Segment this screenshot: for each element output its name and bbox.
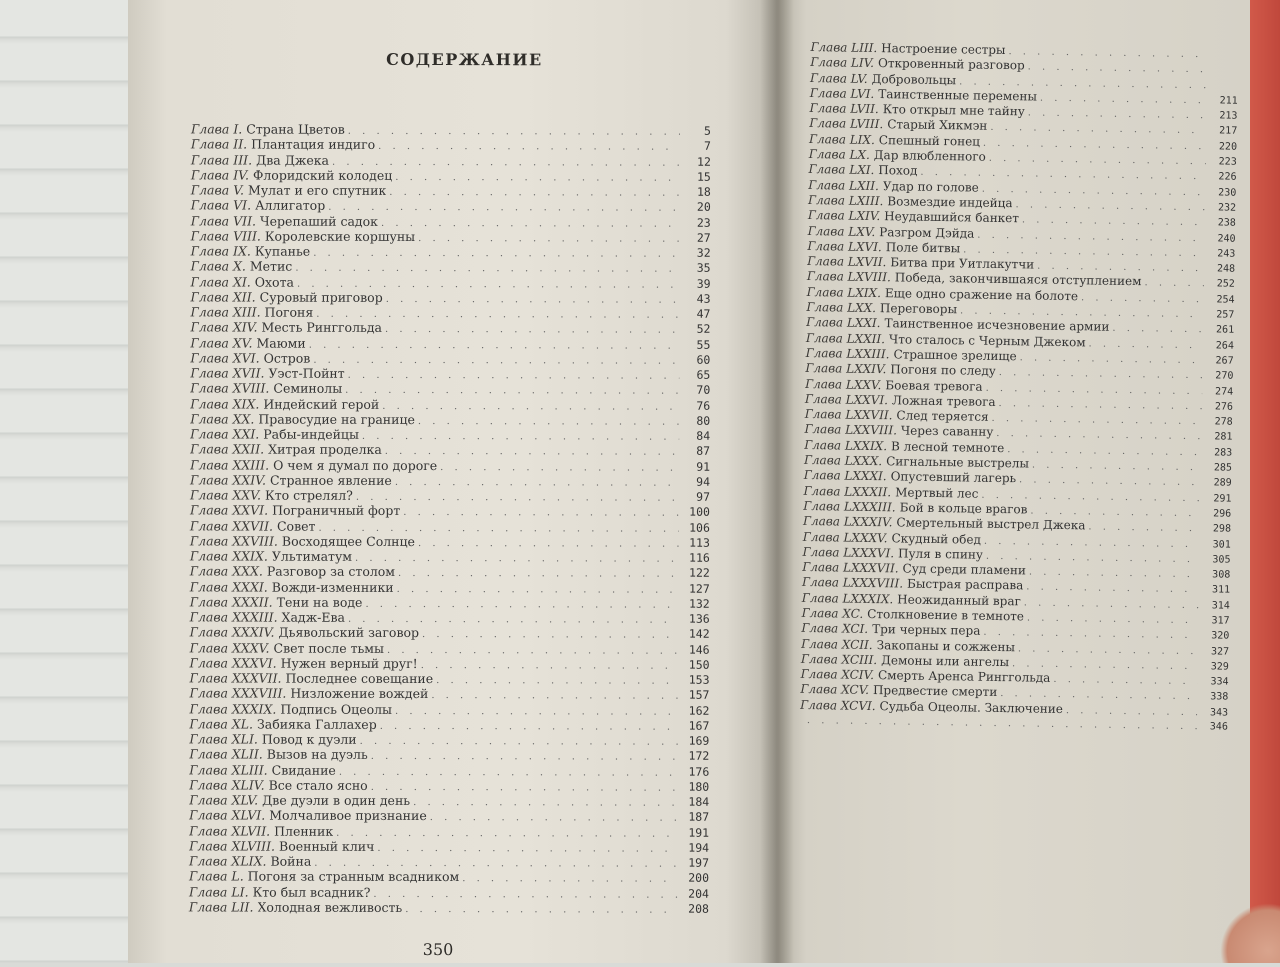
chapter-title: Флоридский колодец	[253, 167, 392, 183]
chapter-number: Глава LIV.	[810, 55, 874, 71]
chapter-number: Глава XCII.	[801, 636, 873, 652]
chapter-title: Переговоры	[880, 301, 957, 318]
chapter-page-number: 298	[1203, 521, 1231, 537]
chapter-number: Глава XCIII.	[801, 652, 877, 668]
chapter-title: Две дуэли в один день	[262, 793, 410, 809]
chapter-title: Индейский герой	[263, 396, 379, 412]
chapter-number: Глава LX.	[809, 147, 870, 163]
chapter-title: Война	[270, 854, 311, 869]
chapter-number: Глава LXXIII.	[806, 346, 890, 363]
chapter-number: Глава LII.	[189, 899, 254, 914]
chapter-number: Глава LXXII.	[806, 331, 885, 348]
chapter-title: Холодная вежливость	[257, 899, 402, 915]
chapter-page-number: 296	[1203, 506, 1231, 522]
chapter-title: Молчаливое признание	[269, 808, 427, 824]
chapter-page-number: 7	[683, 139, 711, 154]
chapter-title: Маюми	[257, 335, 306, 350]
chapter-number: Глава XLI.	[189, 731, 258, 746]
chapter-page-number: 169	[681, 734, 709, 749]
chapter-title: Дьявольский заговор	[278, 625, 419, 641]
chapter-page-number: 197	[681, 856, 709, 871]
dot-leader	[1088, 336, 1203, 353]
chapter-number: Глава XLIII.	[189, 762, 267, 777]
chapter-number: Глава LXV.	[808, 224, 876, 240]
chapter-number: Глава XXI.	[190, 426, 259, 441]
chapter-page-number: 127	[682, 581, 710, 596]
chapter-title: Дар влюбленного	[874, 148, 986, 165]
chapter-page-number: 243	[1207, 246, 1235, 262]
chapter-number: Глава XXXVI.	[190, 655, 277, 670]
chapter-number: Глава XXXII.	[190, 594, 273, 609]
chapter-page-number: 91	[682, 459, 710, 474]
chapter-page-number: 20	[683, 200, 711, 215]
chapter-title: Свидание	[272, 762, 336, 777]
chapter-page-number: 43	[683, 291, 711, 306]
chapter-page-number: 267	[1206, 353, 1234, 369]
chapter-title: Боевая тревога	[885, 378, 983, 395]
chapter-page-number: 226	[1208, 170, 1236, 186]
chapter-title: Метис	[250, 259, 292, 274]
chapter-page-number: 39	[683, 276, 711, 291]
chapter-title: Правосудие на границе	[258, 411, 415, 427]
chapter-title: Разгром Дэйда	[879, 225, 974, 242]
chapter-page-number: 15	[683, 169, 711, 184]
chapter-number: Глава XXXV.	[190, 640, 270, 655]
chapter-title: Спешный гонец	[879, 133, 980, 150]
chapter-title: Два Джека	[256, 152, 329, 167]
chapter-title: Через саванну	[901, 424, 994, 441]
chapter-number: Глава LXXVII.	[805, 407, 893, 424]
chapter-number: Глава XXV.	[190, 487, 261, 502]
dot-leader	[1088, 520, 1200, 537]
chapter-title: Скудный обед	[891, 531, 981, 548]
chapter-page-number: 264	[1206, 338, 1234, 354]
chapter-number: Глава LXXVI.	[805, 392, 888, 409]
chapter-title: Битва при Уитлакутчи	[890, 255, 1034, 273]
chapter-number: Глава LXVI.	[807, 239, 882, 255]
chapter-page-number: 76	[682, 398, 710, 413]
chapter-page-number: 27	[683, 230, 711, 245]
chapter-title: Охота	[255, 274, 294, 289]
chapter-page-number: 116	[682, 551, 710, 566]
chapter-page-number: 261	[1206, 323, 1234, 339]
chapter-number: Глава XLVII.	[189, 823, 270, 838]
chapter-number: Глава LXVII.	[807, 254, 886, 271]
chapter-title: Нужен верный друг!	[281, 655, 418, 671]
chapter-page-number: 343	[1200, 705, 1228, 721]
chapter-page-number: 35	[683, 261, 711, 276]
chapter-title: Свет после тьмы	[273, 640, 383, 656]
chapter-page-number: 176	[681, 764, 709, 779]
chapter-title: Забияка Галлахер	[257, 716, 377, 732]
chapter-number: Глава XXXVIII.	[189, 686, 286, 702]
chapter-title: Месть Ринггольда	[261, 320, 382, 336]
chapter-number: Глава XLIV.	[189, 777, 264, 792]
chapter-number: Глава LXI.	[808, 162, 874, 178]
chapter-page-number: 70	[682, 383, 710, 398]
chapter-page-number: 132	[682, 596, 710, 611]
chapter-title: Старый Хикмэн	[887, 118, 987, 135]
chapter-title: Судьба Оцеолы. Заключение	[879, 699, 1063, 717]
chapter-title: Странное явление	[270, 472, 392, 488]
chapter-title: Предвестие смерти	[873, 684, 997, 701]
chapter-number: Глава XXXIX.	[189, 701, 276, 716]
chapter-page-number: 106	[682, 520, 710, 535]
toc-right-list	[800, 40, 1239, 735]
chapter-page-number: 238	[1208, 216, 1236, 232]
chapter-page-number: 113	[682, 535, 710, 550]
chapter-number: Глава VII.	[191, 213, 256, 228]
chapter-number: Глава XXXIII.	[190, 609, 278, 624]
chapter-number: Глава LVIII.	[809, 116, 883, 132]
chapter-page-number: 87	[682, 444, 710, 459]
chapter-number: Глава III.	[191, 152, 252, 167]
chapter-title: Возмездие индейца	[887, 194, 1012, 211]
chapter-page-number: 291	[1203, 491, 1231, 507]
chapter-title: Совет	[277, 518, 315, 533]
chapter-number: Глава XVIII.	[190, 381, 269, 396]
chapter-page-number: 150	[682, 657, 710, 672]
page-number: 350	[423, 940, 454, 959]
chapter-title: Пограничный форт	[272, 503, 400, 519]
chapter-title: Черепаший садок	[260, 213, 378, 229]
chapter-title: Опустевший лагерь	[891, 470, 1017, 487]
chapter-number: Глава XCVI.	[800, 698, 876, 714]
chapter-number: Глава XXX.	[190, 564, 263, 579]
chapter-page-number: 314	[1202, 598, 1230, 614]
chapter-page-number: 122	[682, 566, 710, 581]
chapter-page-number: 230	[1208, 185, 1236, 201]
chapter-number: Глава XXXVII.	[190, 670, 282, 685]
chapter-number: Глава LXXI.	[806, 315, 881, 331]
chapter-number: Глава XXII.	[190, 442, 264, 457]
chapter-page-number: 12	[683, 154, 711, 169]
chapter-page-number: 276	[1205, 399, 1233, 415]
chapter-title: Сигнальные выстрелы	[886, 454, 1029, 472]
chapter-page-number: 200	[681, 871, 709, 886]
chapter-page-number: 334	[1200, 674, 1228, 690]
chapter-page-number: 187	[681, 810, 709, 825]
chapter-page-number: 146	[682, 642, 710, 657]
chapter-page-number: 317	[1201, 613, 1229, 629]
chapter-title: Пленник	[274, 823, 333, 838]
chapter-page-number: 157	[681, 688, 709, 703]
chapter-number: Глава LIII.	[810, 40, 877, 56]
chapter-page-number: 208	[681, 901, 709, 916]
chapter-page-number: 289	[1204, 476, 1232, 492]
chapter-page-number: 311	[1202, 583, 1230, 599]
chapter-title: Пуля в спину	[898, 546, 983, 563]
chapter-number: Глава LXXXIV.	[803, 514, 893, 531]
chapter-number: Глава XV.	[190, 335, 252, 350]
chapter-title: Тени на воде	[277, 594, 363, 609]
chapter-number: Глава XXIII.	[190, 457, 269, 472]
chapter-title: Низложение вождей	[290, 686, 428, 702]
chapter-page-number: 194	[681, 840, 709, 855]
chapter-number: Глава XLII.	[189, 747, 262, 762]
chapter-number: Глава LXXIX.	[804, 438, 887, 455]
chapter-title: Бой в кольце врагов	[899, 500, 1027, 517]
chapter-page-number: 5	[683, 124, 711, 139]
chapter-title: Неожиданный враг	[897, 592, 1021, 609]
chapter-number: Глава XIII.	[190, 304, 260, 319]
chapter-title: Еще одно сражение на болоте	[885, 286, 1078, 304]
chapter-number: Глава LXIV.	[808, 208, 881, 224]
chapter-title: О чем я думал по дороге	[273, 457, 437, 473]
chapter-title: Военный клич	[279, 838, 374, 853]
chapter-number: Глава XLIX.	[189, 853, 266, 868]
chapter-title: Смерть Аренса Ринггольда	[878, 668, 1051, 686]
chapter-number: Глава VI.	[191, 198, 251, 213]
chapter-title: Удар по голове	[883, 179, 979, 196]
chapter-title: Суровый приговор	[260, 289, 383, 305]
chapter-number: Глава LXIII.	[808, 193, 883, 209]
chapter-title: Добровольцы	[872, 72, 957, 89]
chapter-page-number: 100	[682, 505, 710, 520]
chapter-page-number: 80	[682, 413, 710, 428]
chapter-title: Столкновение в темноте	[867, 607, 1024, 625]
chapter-page-number: 52	[682, 322, 710, 337]
chapter-page-number: 257	[1206, 307, 1234, 323]
chapter-page-number: 305	[1202, 552, 1230, 568]
chapter-number: Глава LXXXVI.	[802, 545, 894, 562]
chapter-page-number: 191	[681, 825, 709, 840]
chapter-number: Глава I.	[191, 121, 242, 136]
chapter-page-number: 329	[1201, 659, 1229, 675]
chapter-number: Глава IV.	[191, 167, 249, 182]
chapter-page-number: 136	[682, 612, 710, 627]
chapter-page-number: 274	[1205, 384, 1233, 400]
chapter-title: Семинолы	[273, 381, 342, 396]
chapter-title: Остров	[264, 350, 311, 365]
chapter-title: След теряется	[896, 409, 988, 426]
chapter-number: Глава XC.	[802, 606, 864, 622]
chapter-title: Ложная тревога	[892, 393, 996, 410]
chapter-number: Глава XXVI.	[190, 503, 268, 518]
chapter-page-number: 84	[682, 429, 710, 444]
chapter-page-number: 327	[1201, 644, 1229, 660]
chapter-number: Глава LVI.	[810, 86, 875, 102]
chapter-number: Глава X.	[191, 259, 246, 274]
chapter-title: Кто открыл мне тайну	[883, 102, 1025, 120]
chapter-number: Глава LXIX.	[807, 285, 882, 301]
chapter-page-number: 162	[681, 703, 709, 718]
finger	[1220, 903, 1280, 963]
chapter-page-number: 184	[681, 795, 709, 810]
chapter-page-number: 283	[1204, 445, 1232, 461]
chapter-number: Глава XX.	[190, 411, 254, 426]
chapter-title: Рабы-индейцы	[263, 427, 359, 443]
chapter-number: Глава XCV.	[800, 682, 869, 698]
dot-leader	[1112, 321, 1203, 338]
chapter-number: Глава LXXVIII.	[804, 422, 897, 439]
chapter-page-number: 254	[1206, 292, 1234, 308]
chapter-number: Глава L.	[189, 869, 244, 884]
chapter-page-number: 32	[683, 246, 711, 261]
chapter-number: Глава LXXXV.	[803, 529, 888, 546]
chapter-number: Глава II.	[191, 137, 247, 152]
chapter-page-number: 278	[1205, 414, 1233, 430]
chapter-number: Глава XXXI.	[190, 579, 268, 594]
chapter-number: Глава VIII.	[191, 228, 261, 243]
chapter-title: Хитрая проделка	[268, 442, 382, 458]
chapter-number: Глава LXVIII.	[807, 269, 891, 286]
chapter-number: Глава XXIV.	[190, 472, 266, 487]
chapter-title: Настроение сестры	[881, 41, 1006, 58]
chapter-title: Неудавшийся банкет	[884, 209, 1019, 226]
chapter-title: Последнее совещание	[285, 671, 433, 687]
chapter-page-number: 23	[683, 215, 711, 230]
chapter-number: Глава LV.	[810, 71, 868, 87]
chapter-title: Три черных пера	[872, 622, 981, 639]
chapter-title: Погоня	[265, 305, 314, 320]
chapter-title: Вызов на дуэль	[267, 747, 368, 763]
chapter-page-number: 204	[681, 886, 709, 901]
chapter-title: Подпись Оцеолы	[280, 701, 392, 717]
chapter-title: Страшное зрелище	[893, 347, 1016, 364]
chapter-page-number: 211	[1210, 93, 1238, 109]
chapter-number: Глава XXIX.	[190, 548, 268, 563]
chapter-page-number: 47	[682, 307, 710, 322]
chapter-number: Глава XXXIV.	[190, 625, 275, 640]
chapter-title: Аллигатор	[255, 198, 325, 213]
chapter-title: Мулат и его спутник	[248, 183, 386, 199]
chapter-number: Глава LXXXIX.	[802, 591, 894, 608]
chapter-title: Что сталось с Черным Джеком	[889, 332, 1086, 350]
chapter-number: Глава LXII.	[808, 178, 879, 194]
chapter-title: Быстрая расправа	[907, 577, 1023, 594]
chapter-number: Глава V.	[191, 182, 244, 197]
chapter-title: Страна Цветов	[246, 122, 345, 138]
chapter-number: Глава LXXXII.	[803, 484, 891, 501]
chapter-number: Глава LXXXVIII.	[802, 575, 903, 592]
chapter-title: Погоня за странным всадником	[248, 869, 460, 885]
chapter-number: Глава LIX.	[809, 132, 875, 148]
chapter-number: Глава XLV.	[189, 792, 258, 807]
chapter-title: Поле битвы	[886, 240, 961, 256]
chapter-page-number: 142	[682, 627, 710, 642]
chapter-title: Закопаны и сожжены	[877, 638, 1016, 655]
chapter-page-number: 18	[683, 185, 711, 200]
chapter-number: Глава LXXXIII.	[803, 499, 896, 516]
chapter-page-number: 223	[1209, 154, 1237, 170]
chapter-page-number: 167	[681, 718, 709, 733]
chapter-number: Глава XLVIII.	[189, 838, 275, 853]
chapter-page-number: 55	[682, 337, 710, 352]
chapter-number: Глава XVI.	[190, 350, 259, 365]
chapter-title: Суд среди пламени	[902, 562, 1026, 579]
chapter-title: Разговор за столом	[267, 564, 395, 580]
chapter-title: Демоны или ангелы	[881, 653, 1009, 670]
chapter-title: Мертвый лес	[895, 485, 979, 502]
dot-leader	[1144, 276, 1204, 292]
chapter-page-number: 346	[1200, 719, 1228, 735]
chapter-number: Глава LXXV.	[805, 376, 881, 392]
chapter-title: Откровенный разговор	[878, 56, 1025, 74]
chapter-page-number: 94	[682, 474, 710, 489]
chapter-title: Все стало ясно	[269, 777, 368, 793]
chapter-number: Глава XCIV.	[801, 667, 875, 683]
chapter-number: Глава LXXIV.	[805, 361, 886, 378]
chapter-title: Вожди-изменники	[272, 579, 394, 595]
chapter-page-number: 213	[1209, 108, 1237, 124]
chapter-title: Плантация индиго	[251, 137, 375, 153]
chapter-title: Повод к дуэли	[262, 732, 357, 747]
chapter-number: Глава XL.	[189, 716, 253, 731]
chapter-title: Кто стрелял?	[265, 488, 353, 503]
chapter-page-number: 232	[1208, 200, 1236, 216]
chapter-page-number: 65	[682, 368, 710, 383]
chapter-number: Глава XI.	[191, 274, 251, 289]
chapter-number: Глава LXXXVII.	[802, 560, 898, 577]
contents-heading: СОДЕРЖАНИЕ	[386, 50, 536, 69]
chapter-number: Глава XIX.	[190, 396, 259, 411]
chapter-title: Королевские коршуны	[265, 228, 415, 244]
chapter-page-number: 153	[682, 673, 710, 688]
chapter-title: Таинственное исчезновение армии	[884, 317, 1109, 336]
chapter-title: Смертельный выстрел Джека	[896, 516, 1085, 534]
chapter-number: Глава XCI.	[801, 621, 868, 637]
chapter-page-number: 240	[1207, 231, 1235, 247]
chapter-page-number: 270	[1205, 368, 1233, 384]
chapter-page-number: 301	[1203, 537, 1231, 553]
chapter-page-number: 248	[1207, 261, 1235, 277]
chapter-page-number: 338	[1200, 690, 1228, 706]
chapter-title: Хадж-Ева	[282, 610, 345, 625]
chapter-number: Глава LI.	[189, 884, 249, 899]
chapter-number: Глава LXX.	[806, 300, 876, 316]
chapter-title: Уэст-Пойнт	[268, 366, 344, 381]
chapter-page-number: 252	[1207, 277, 1235, 293]
chapter-number: Глава LXXX.	[804, 453, 882, 470]
chapter-number: Глава XVII.	[190, 365, 264, 380]
chapter-title: В лесной темноте	[891, 439, 1004, 456]
chapter-page-number: 320	[1201, 628, 1229, 644]
chapter-number: Глава IX.	[191, 243, 251, 258]
chapter-number: Глава XIV.	[190, 320, 257, 335]
chapter-number: Глава XXVII.	[190, 518, 273, 533]
chapter-page-number: 281	[1204, 430, 1232, 446]
chapter-page-number: 60	[682, 352, 710, 367]
chapter-number: Глава XII.	[191, 289, 256, 304]
chapter-page-number: 217	[1209, 124, 1237, 140]
chapter-page-number: 285	[1204, 460, 1232, 476]
chapter-title: Ультиматум	[272, 549, 352, 564]
chapter-page-number: 220	[1209, 139, 1237, 155]
chapter-number: Глава XLVI.	[189, 808, 265, 823]
chapter-page-number: 308	[1202, 567, 1230, 583]
chapter-title: Погоня по следу	[890, 363, 996, 380]
chapter-page-number: 97	[682, 490, 710, 505]
chapter-title: Таинственные перемены	[878, 87, 1037, 105]
chapter-page-number: 172	[681, 749, 709, 764]
chapter-title: Поход	[878, 163, 917, 179]
chapter-page-number: 180	[681, 779, 709, 794]
chapter-title: Победа, закончившаяся отступлением	[895, 271, 1142, 290]
chapter-title: Купанье	[255, 244, 310, 259]
chapter-title: Восходящее Солнце	[282, 533, 415, 549]
chapter-title: Кто был всадник?	[253, 884, 371, 900]
chapter-number: Глава XXVIII.	[190, 533, 278, 548]
chapter-number: Глава LXXXI.	[804, 468, 887, 485]
chapter-number: Глава LVII.	[809, 101, 878, 117]
